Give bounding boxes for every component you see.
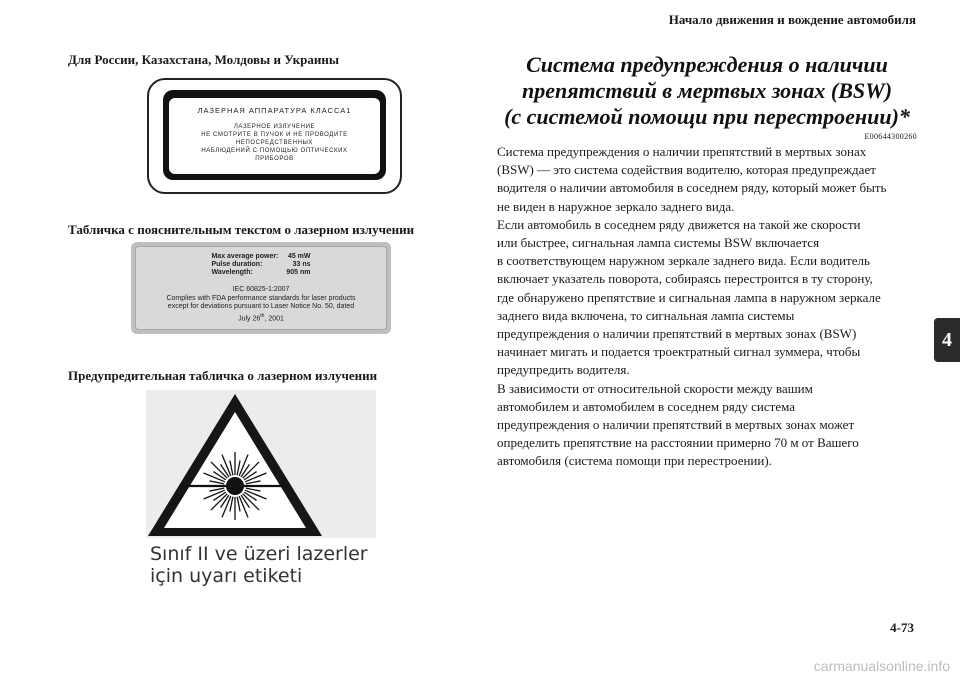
laser-class1-label <box>147 78 402 194</box>
date-prefix: July 26 <box>238 314 261 322</box>
fda-date <box>136 312 386 324</box>
laser-warning-sign <box>132 388 390 626</box>
spec-key: Pulse duration: <box>211 261 263 268</box>
laser-spec-label-inner <box>135 246 387 330</box>
caption-explanatory-label: Табличка с пояснительным текстом о лазерном излучении <box>68 222 415 237</box>
spec-value: 45 mW <box>287 253 311 260</box>
label-title: ЛАЗЕРНАЯ АППАРАТУРА КЛАССА1 <box>197 106 352 115</box>
section-code: E00644300260 <box>864 132 917 141</box>
caption-warning-label: Предупредительная табличка о лазерном излучении <box>68 368 378 383</box>
laser-spec-label <box>131 242 391 334</box>
fda-line-2: except for deviations pursuant to Laser Notice No. 50, dated <box>167 303 355 310</box>
standard-text: IEC 60825-1:2007 <box>232 286 290 293</box>
body-text <box>497 143 917 471</box>
section-title: Система предупреждения о наличии препятствий в мертвых зонах (BSW) (с системой помощи при перестроении)* <box>504 52 910 129</box>
spec-value: 33 ns <box>292 261 311 268</box>
paragraph: Система предупреждения о наличии препятствий в мертвых зонах (BSW) — это система содействия водителю, которая предупреждает водителя о наличии автомобиля в соседнем ряду, который может быть не виден в наружное зеркало заднего вида. <box>497 144 887 214</box>
caption-russia-label: Для России, Казахстана, Молдовы и Украины <box>68 52 340 67</box>
sign-caption-line2: için uyarı etiketi <box>150 565 303 587</box>
spec-row <box>207 269 314 277</box>
spec-value: 905 nm <box>286 269 311 276</box>
paragraph: В зависимости от относительной скорости между вашим автомобилем и автомобилем в соседнем ряду система предупреждения о наличии препятствий в мертвых зонах может определить препятствие на расстоянии примерно 70 м от Вашего автомобиля (система помощи при перестроении). <box>497 380 859 469</box>
spec-key: Wavelength: <box>211 269 253 276</box>
spec-table <box>207 253 314 277</box>
spec-row <box>207 261 314 269</box>
label-body: ЛАЗЕРНОЕ ИЗЛУЧЕНИЕ НЕ СМОТРИТЕ В ПУЧОК И НЕ ПРОВОДИТЕ НЕПОСРЕДСТВЕННЫХ НАБЛЮДЕНИЙ С ПОМОЩЬЮ ОПТИЧЕСКИХ ПРИБОРОВ <box>201 124 348 162</box>
fda-line-1: Complies with FDA performance standards for laser products <box>166 294 356 302</box>
chapter-tab: 4 <box>934 318 960 362</box>
sign-caption-line1: Sınıf II ve üzeri lazerler <box>150 543 368 565</box>
paragraph: Если автомобиль в соседнем ряду движется на такой же скорости или быстрее, сигнальная лампа системы BSW включается в соответствующем наружном зеркале заднего вида. Если водитель включает указатель поворота, собираясь перестроится в ту сторону, где обнаружено препятствие и сигнальная лампа в наружном зеркале заднего вида включена, то сигнальная лампа системы предупреждения о наличии препятствий в мертвых зонах (BSW) начинает мигать и подается троектратный сигнал зуммера, чтобы предупредить водителя. <box>497 216 881 378</box>
right-column <box>497 52 917 471</box>
spec-key: Max average power: <box>211 253 279 260</box>
spec-row <box>207 253 314 261</box>
label-text-area <box>169 98 380 174</box>
date-sup: th <box>260 312 265 319</box>
date-suffix: , 2001 <box>264 314 284 322</box>
watermark: carmanualsonline.info <box>813 658 950 674</box>
page-number: 4-73 <box>890 620 914 635</box>
running-header: Начало движения и вождение автомобиля <box>668 12 916 27</box>
